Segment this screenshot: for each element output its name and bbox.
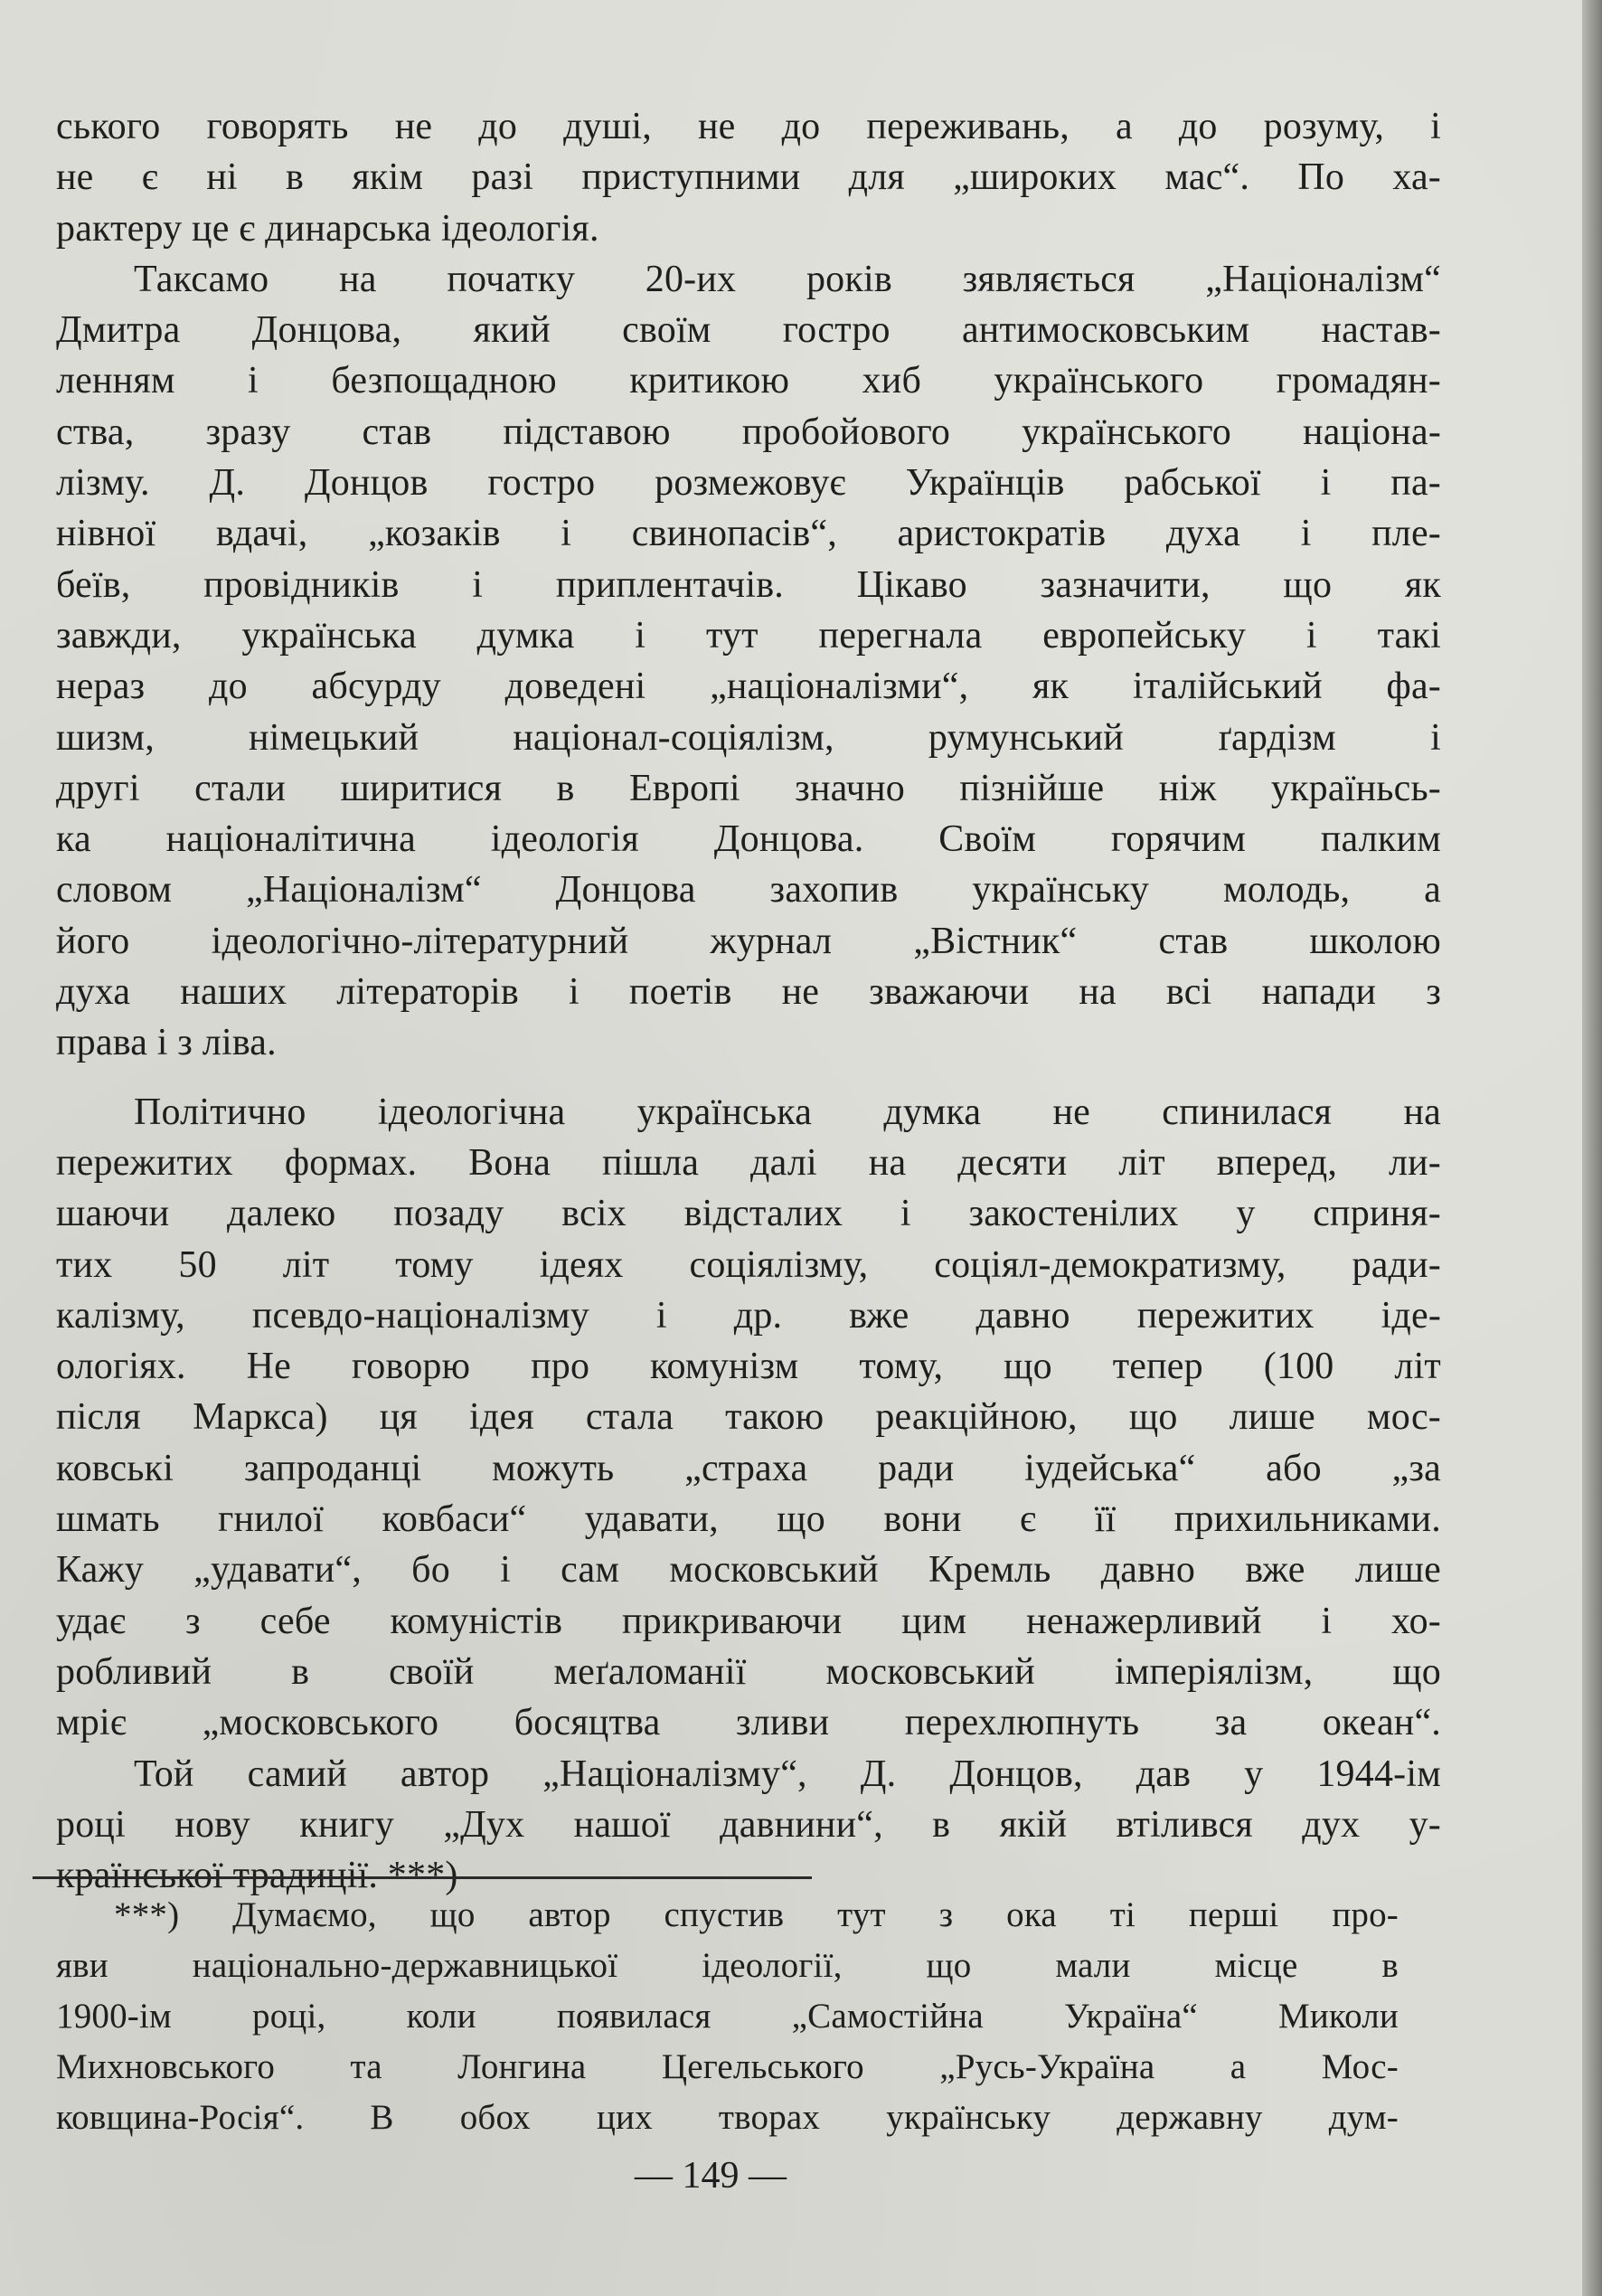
- text-line: його ідеологічно-літературний журнал „Вістник“ став школою: [56, 920, 1441, 962]
- footnote-line: ковщина-Росія“. В обох цих творах українську державну дум-: [56, 2098, 1399, 2137]
- text-line: ленням і безпощадною критикою хиб українського громадян-: [56, 360, 1441, 402]
- footnote-line: 1900-ім році, коли появилася „Самостійна Україна“ Миколи: [56, 1997, 1399, 2036]
- text-line: Той самий автор „Націоналізму“, Д. Донцов, дав у 1944-ім: [134, 1753, 1441, 1795]
- text-line: тих 50 літ тому ідеях соціялізму, соціял-демократизму, ради-: [56, 1243, 1441, 1286]
- footnote-line: яви національно-державницької ідеології, що мали місце в: [56, 1946, 1399, 1985]
- text-line: калізму, псевдо-націоналізму і др. вже давно пережитих іде-: [56, 1294, 1441, 1337]
- text-line: ського говорять не до душі, не до переживань, а до розуму, і: [56, 106, 1441, 147]
- text-line: словом „Націоналізм“ Донцова захопив українську молодь, а: [56, 869, 1441, 912]
- text-line: ства, зразу став підставою пробойового українського націона-: [56, 411, 1441, 453]
- page-number: — 149 —: [635, 2155, 787, 2197]
- footnote-line: Михновського та Лонгина Цегельського „Русь-Україна а Мос-: [56, 2047, 1399, 2086]
- footnote-line: ***) Думаємо, що автор спустив тут з ока ті перші про-: [114, 1895, 1399, 1934]
- text-line: Дмитра Донцова, який своїм гостро антимосковським настав-: [56, 309, 1441, 352]
- page-edge-shadow: [1582, 0, 1602, 2296]
- text-line: другі стали ширитися в Европі значно пізнійше ніж україньсь-: [56, 767, 1441, 809]
- text-line: році нову книгу „Дух нашої давнини“, в якій втілився дух у-: [56, 1803, 1441, 1846]
- text-line: права і з ліва.: [56, 1022, 277, 1064]
- text-line: лізму. Д. Донцов гостро розмежовує Українців рабської і па-: [56, 462, 1441, 505]
- text-line: шмать гнилої ковбаси“ удавати, що вони є її прихильниками.: [56, 1498, 1441, 1541]
- text-line: ологіях. Не говорю про комунізм тому, що тепер (100 літ: [56, 1346, 1441, 1388]
- text-line: Таксамо на початку 20-их років зявляється „Націоналізм“: [134, 258, 1441, 300]
- text-line: духа наших літераторів і поетів не зважаючи на всі напади з: [56, 971, 1441, 1014]
- text-line: нераз до абсурду доведені „націоналізми“, як італійський фа-: [56, 666, 1441, 708]
- text-line: ковські запроданці можуть „страха ради іудейська“ або „за: [56, 1447, 1441, 1489]
- text-line: пережитих формах. Вона пішла далі на десяти літ вперед, ли-: [56, 1141, 1441, 1184]
- footnote-block: [56, 1890, 1399, 2143]
- text-line: робливий в своїй меґаломанії московський імперіялізм, що: [56, 1650, 1441, 1693]
- text-line: удає з себе комуністів прикриваючи цим ненажерливий і хо-: [56, 1600, 1441, 1642]
- text-line: беїв, провідників і приплентачів. Цікаво зазначити, що як: [56, 563, 1441, 606]
- text-line: Кажу „удавати“, бо і сам московський Кремль давно вже лише: [56, 1549, 1441, 1592]
- text-line: ка націоналітична ідеологія Донцова. Своїм горячим палким: [56, 818, 1441, 861]
- text-line: нівної вдачі, „козаків і свинопасів“, аристократів духа і пле-: [56, 513, 1441, 555]
- text-line: мріє „московського босяцтва зливи перехлюпнуть за океан“.: [56, 1702, 1441, 1744]
- main-text-block: [56, 101, 1441, 1901]
- text-line: країнської традиції. ***): [56, 1855, 458, 1897]
- footnote-divider: [33, 1876, 812, 1879]
- text-line: рактеру це є динарська ідеологія.: [56, 207, 599, 250]
- text-line: не є ні в якім разі приступними для „широких мас“. По ха-: [56, 156, 1441, 199]
- text-line: шизм, німецький націонал-соціялізм, румунський ґардізм і: [56, 716, 1441, 759]
- text-line: завжди, українська думка і тут перегнала европейську і такі: [56, 614, 1441, 657]
- text-line: після Маркса) ця ідея стала такою реакційною, що лише мос-: [56, 1396, 1441, 1439]
- text-line: Політично ідеологічна українська думка не спинилася на: [134, 1091, 1441, 1133]
- text-line: шаючи далеко позаду всіх відсталих і закостенілих у сприня-: [56, 1193, 1441, 1235]
